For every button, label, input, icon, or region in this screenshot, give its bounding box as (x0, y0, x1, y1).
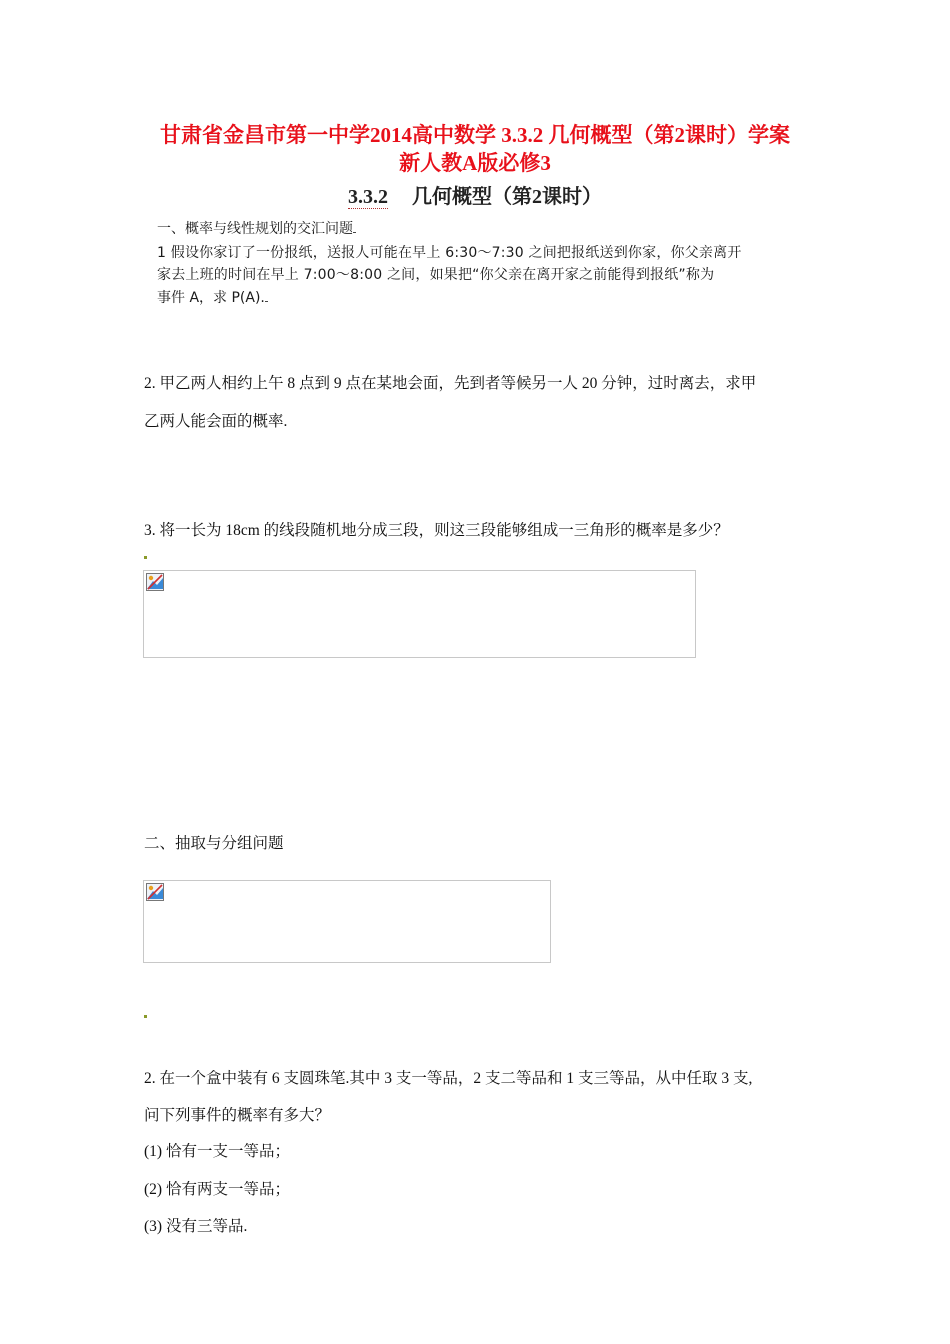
q1-line2: 家去上班的时间在早上 7:00～8:00 之间，如果把“你父亲在离开家之前能得到报纸”称为 (157, 267, 715, 283)
broken-image-icon (146, 883, 164, 901)
q4-item1: (1) 恰有一支一等品； (144, 1143, 290, 1160)
q1-line3: 事件 A，求 P(A). (157, 287, 268, 307)
q4-item3: (3) 没有三等品. (144, 1218, 248, 1235)
document-title-line1: 甘肃省金昌市第一中学2014高中数学 3.3.2 几何概型（第2课时）学案 (160, 123, 790, 147)
section2-heading: 二、抽取与分组问题 (144, 835, 284, 852)
broken-image-icon (146, 573, 164, 591)
q2-line1: 2. 甲乙两人相约上午 8 点到 9 点在某地会面，先到者等候另一人 20 分钟，过时离去，求甲 (144, 375, 757, 392)
q1-line1: 1 假设你家订了一份报纸，送报人可能在早上 6:30～7:30 之间把报纸送到你家，你父亲离开 (157, 245, 742, 261)
image-placeholder (143, 570, 696, 658)
paragraph-marker (144, 1015, 147, 1018)
q4-line1: 2. 在一个盒中装有 6 支圆珠笔.其中 3 支一等品，2 支二等品和 1 支三等品，从中任取 3 支, (144, 1070, 753, 1087)
q2-line2: 乙两人能会面的概率. (144, 413, 288, 430)
section1-heading: 一、概率与线性规划的交汇问题 (157, 218, 356, 238)
lesson-title (0, 180, 950, 209)
image-placeholder (143, 880, 551, 963)
paragraph-marker (144, 556, 147, 559)
lesson-title-number: 3.3.2 (348, 186, 388, 208)
q3-text: 3. 将一长为 18cm 的线段随机地分成三段，则这三段能够组成一三角形的概率是多少？ (144, 522, 729, 539)
q4-item2: (2) 恰有两支一等品； (144, 1181, 290, 1198)
q4-line2: 问下列事件的概率有多大？ (144, 1107, 331, 1124)
lesson-title-text: 几何概型（第2课时） (412, 186, 602, 208)
document-title-line2: 新人教A版必修3 (399, 151, 551, 175)
